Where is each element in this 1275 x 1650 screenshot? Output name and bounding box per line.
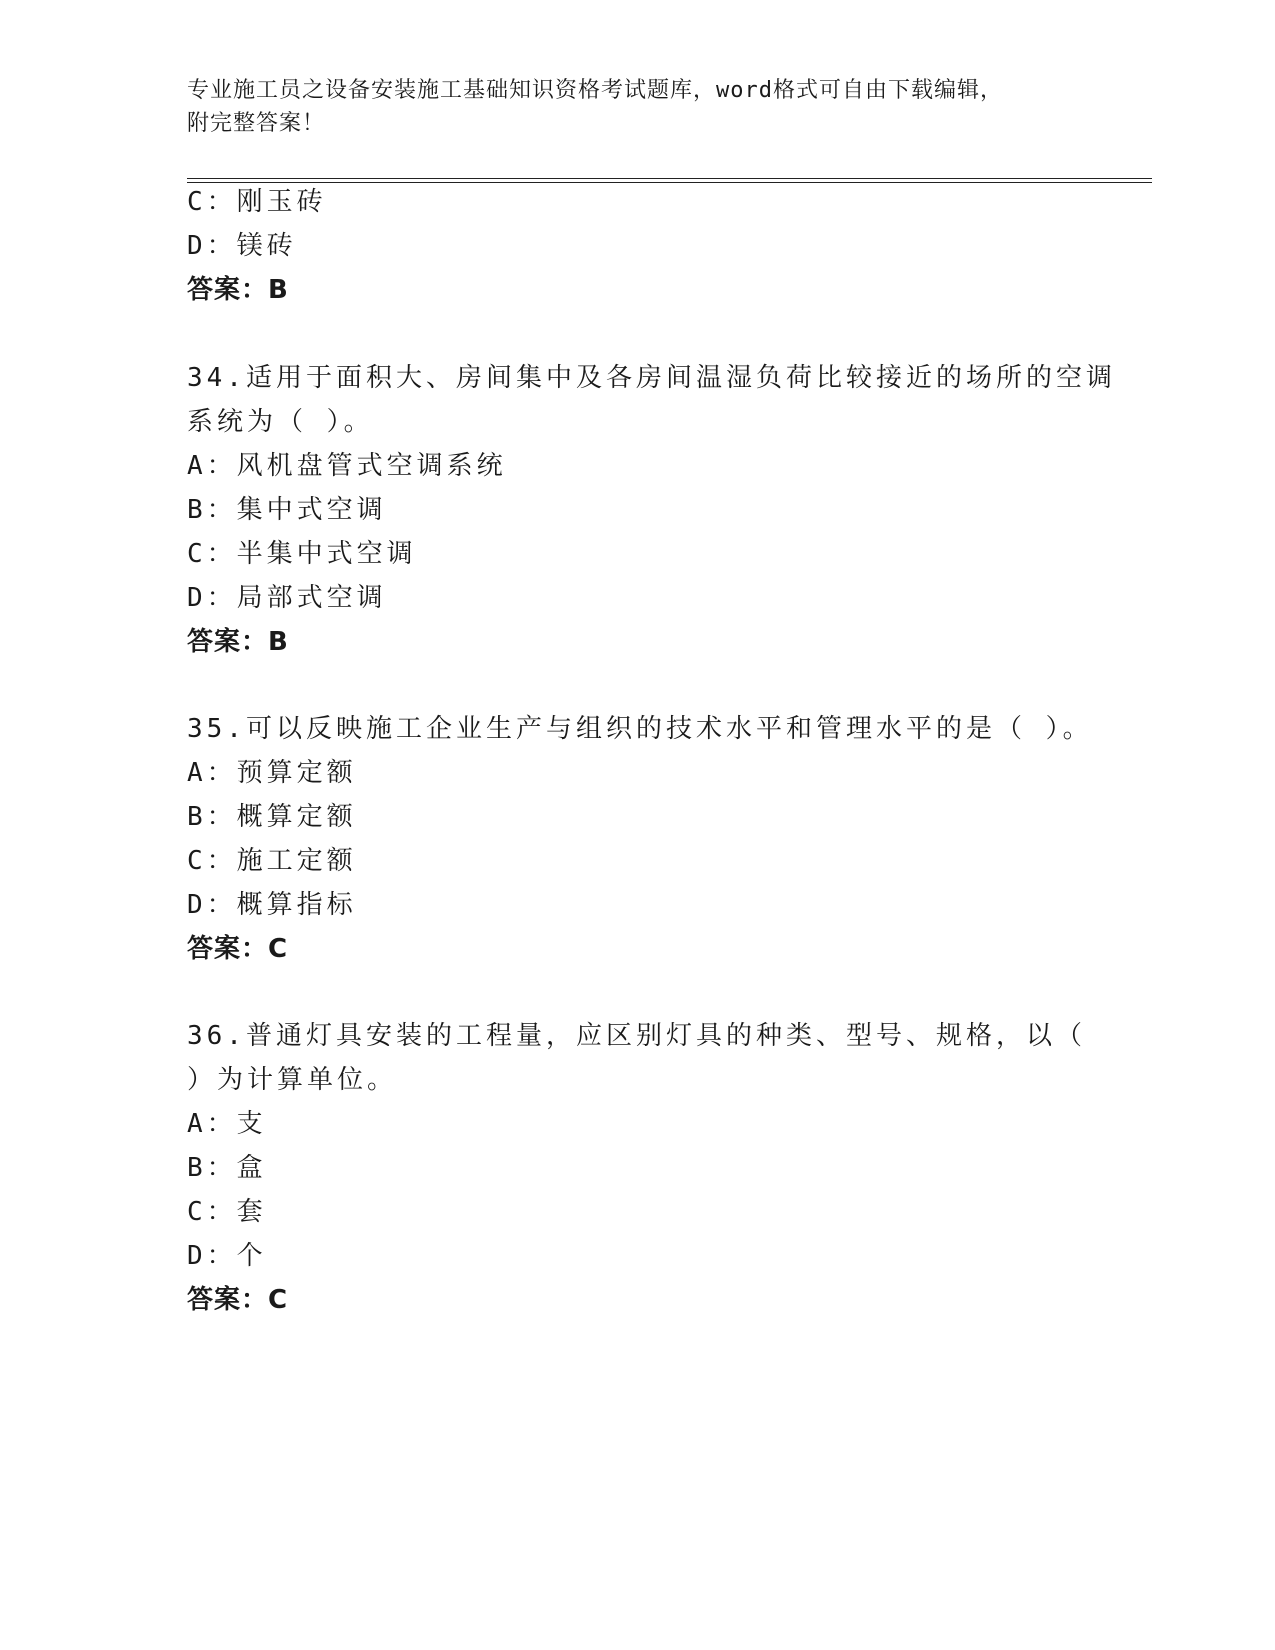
q36-option-a: A：支 [187, 1109, 267, 1139]
q34-answer: 答案：B [187, 627, 289, 657]
q35-stem-line-1: 35.可以反映施工企业生产与组织的技术水平和管理水平的是（ ）。 [187, 714, 1093, 744]
header-rule-top [187, 178, 1152, 179]
q36-option-b: B：盒 [187, 1153, 267, 1183]
q34-option-b: B：集中式空调 [187, 495, 387, 525]
q34-stem-line-2: 系统为（ ）。 [187, 407, 374, 437]
prev-option-c: C：刚玉砖 [187, 187, 327, 217]
q36-stem-line-2: ）为计算单位。 [187, 1065, 398, 1095]
header-line-1: 专业施工员之设备安装施工基础知识资格考试题库，word格式可自由下载编辑， [187, 78, 1003, 103]
prev-answer: 答案：B [187, 275, 289, 305]
q36-option-c: C：套 [187, 1197, 267, 1227]
q34-stem-line-1: 34.适用于面积大、房间集中及各房间温湿负荷比较接近的场所的空调 [187, 363, 1116, 393]
q36-option-d: D：个 [187, 1241, 267, 1271]
q35-option-b: B：概算定额 [187, 802, 357, 832]
header-line-2: 附完整答案！ [187, 111, 326, 136]
q34-option-a: A：风机盘管式空调系统 [187, 451, 507, 481]
prev-option-d: D：镁砖 [187, 231, 297, 261]
header-rule-bottom [187, 182, 1152, 183]
q34-option-c: C：半集中式空调 [187, 539, 417, 569]
q36-stem-line-1: 36.普通灯具安装的工程量，应区别灯具的种类、型号、规格，以（ [187, 1021, 1086, 1051]
q36-answer: 答案：C [187, 1285, 289, 1315]
document-header [187, 74, 1087, 140]
q35-option-d: D：概算指标 [187, 890, 357, 920]
q35-option-c: C：施工定额 [187, 846, 357, 876]
q35-answer: 答案：C [187, 934, 289, 964]
q35-option-a: A：预算定额 [187, 758, 357, 788]
q34-option-d: D：局部式空调 [187, 583, 387, 613]
